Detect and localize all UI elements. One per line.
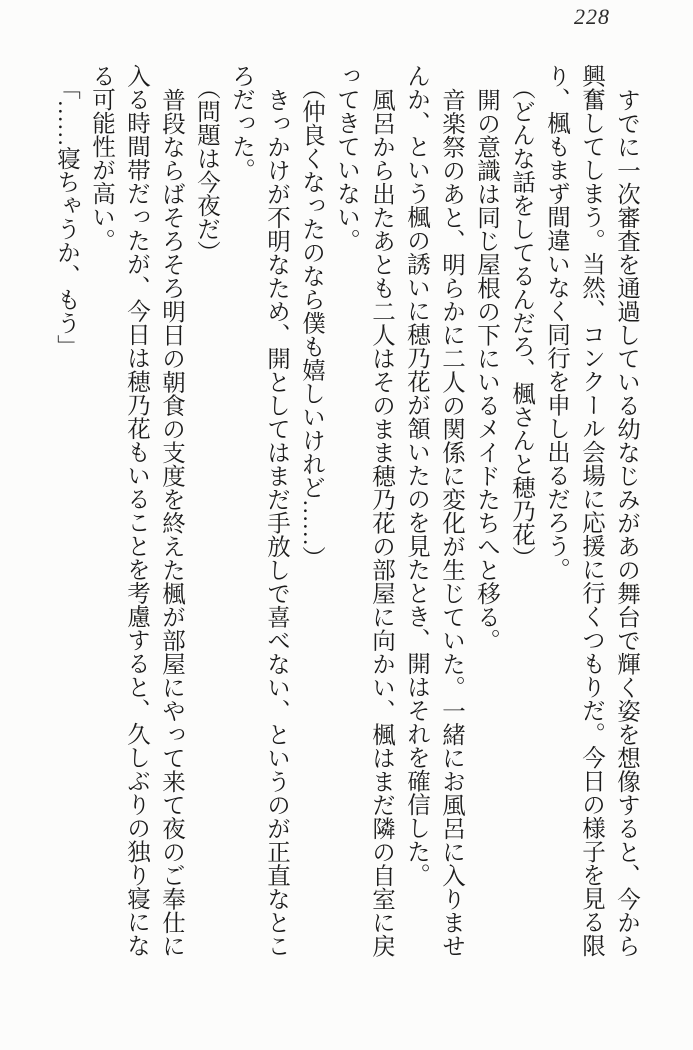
text-line: 興奮してしまう。当然、コンクール会場に応援に行くつもりだ。今日の様子を見る限 — [578, 64, 604, 957]
text-line: 開の意識は同じ屋根の下にいるメイドたちへと移る。 — [473, 87, 499, 652]
text-line: （仲良くなったのなら僕も嬉しいけれど……） — [298, 76, 324, 570]
text-line: 入る時間帯だったが、今日は穂乃花もいることを考慮すると、久しぶりの独り寝にな — [123, 64, 149, 957]
text-line: 風呂から出たあとも二人はそのまま穂乃花の部屋に向かい、楓はまだ隣の自室に戻 — [368, 87, 394, 957]
text-line: 音楽祭のあと、明らかに二人の関係に変化が生じていた。一緒にお風呂に入りませ — [438, 87, 464, 957]
text-line: （どんな話をしてるんだろ、楓さんと穂乃花） — [508, 76, 534, 570]
text-line: り、楓もまず間違いなく同行を申し出るだろう。 — [543, 64, 569, 581]
page-number: 228 — [574, 4, 610, 29]
text-line: んか、という楓の誘いに穂乃花が頷いたのを見たとき、開はそれを確信した。 — [403, 64, 429, 887]
text-line: きっかけが不明なため、開としてはまだ手放しで喜べない、というのが正直なとこ — [263, 87, 289, 957]
text-line: 普段ならばそろそろ明日の朝食の支度を終えた楓が部屋にやって来て夜のご奉仕に — [158, 87, 184, 957]
text-line: る可能性が高い。 — [88, 64, 114, 252]
text-line: ってきていない。 — [333, 64, 359, 252]
text-line: 「……寝ちゃうか、もう」 — [53, 76, 79, 358]
text-block — [48, 64, 643, 964]
text-line: すでに一次審査を通過している幼なじみがあの舞台で輝く姿を想像すると、今から — [613, 87, 639, 957]
text-line: ろだった。 — [228, 64, 254, 182]
text-line: （問題は今夜だ） — [193, 76, 219, 264]
